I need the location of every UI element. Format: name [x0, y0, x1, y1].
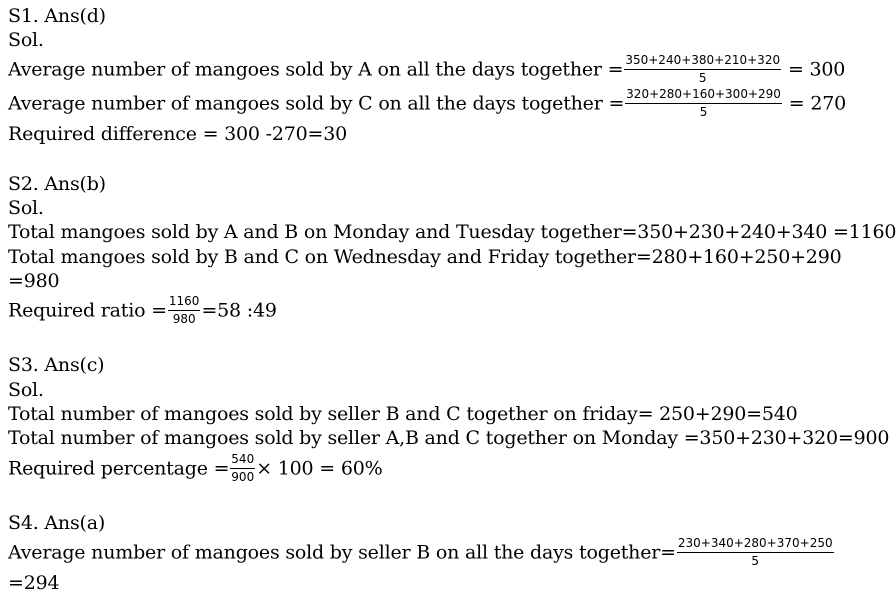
s4-average-b-fraction — [677, 537, 834, 568]
fraction-numerator: 320+280+160+300+290 — [625, 88, 782, 104]
s1-average-c-line — [8, 89, 846, 120]
s4-average-b-line — [8, 538, 835, 569]
s4-average-b-result: =294 — [8, 572, 60, 594]
s1-heading: S1. Ans(d) — [8, 5, 106, 27]
s2-ratio-line — [8, 296, 277, 327]
s3-percentage-line — [8, 454, 382, 485]
s1-average-c-fraction — [625, 88, 782, 119]
fraction-denominator: 980 — [172, 312, 196, 326]
s3-percentage-text: Required percentage = — [8, 457, 230, 480]
s2-total-bc-result: =980 — [8, 270, 60, 292]
fraction-numerator: 350+240+380+210+320 — [624, 54, 781, 70]
fraction-denominator: 5 — [698, 71, 707, 85]
s3-sol-label: Sol. — [8, 379, 44, 401]
s3-heading: S3. Ans(c) — [8, 354, 105, 376]
s2-ratio-result: =58 :49 — [201, 299, 277, 322]
s2-ratio-fraction — [168, 295, 201, 326]
s4-heading: S4. Ans(a) — [8, 512, 106, 534]
s2-total-bc-line: Total mangoes sold by B and C on Wednesday and Friday together=280+160+250+290 — [8, 246, 842, 268]
s3-percentage-fraction — [230, 453, 255, 484]
s1-sol-label: Sol. — [8, 29, 44, 51]
s4-average-b-text: Average number of mangoes sold by seller B on all the days together= — [8, 541, 676, 564]
fraction-denominator: 5 — [751, 554, 760, 568]
fraction-numerator: 1160 — [168, 295, 201, 311]
s1-average-c-text: Average number of mangoes sold by C on all the days together = — [8, 92, 625, 115]
s2-ratio-text: Required ratio = — [8, 299, 167, 322]
s3-percentage-result: × 100 = 60% — [256, 457, 383, 480]
s2-sol-label: Sol. — [8, 197, 44, 219]
fraction-denominator: 900 — [231, 470, 255, 484]
s1-average-a-text: Average number of mangoes sold by A on all the days together = — [8, 58, 624, 81]
s3-total-bc-line: Total number of mangoes sold by seller B and C together on friday= 250+290=540 — [8, 403, 798, 425]
s1-average-c-result: = 270 — [788, 92, 846, 115]
s3-total-abc-line: Total number of mangoes sold by seller A,B and C together on Monday =350+230+320=900 — [8, 427, 890, 449]
fraction-numerator: 230+340+280+370+250 — [677, 537, 834, 553]
fraction-denominator: 5 — [699, 105, 708, 119]
s1-average-a-fraction — [624, 54, 781, 85]
fraction-numerator: 540 — [230, 453, 255, 469]
s2-total-ab-line: Total mangoes sold by A and B on Monday and Tuesday together=350+230+240+340 =1160 — [8, 221, 896, 243]
s1-average-a-line — [8, 55, 845, 86]
s1-average-a-result: = 300 — [787, 58, 846, 81]
s1-difference-line: Required difference = 300 -270=30 — [8, 123, 348, 145]
s2-heading: S2. Ans(b) — [8, 173, 106, 195]
